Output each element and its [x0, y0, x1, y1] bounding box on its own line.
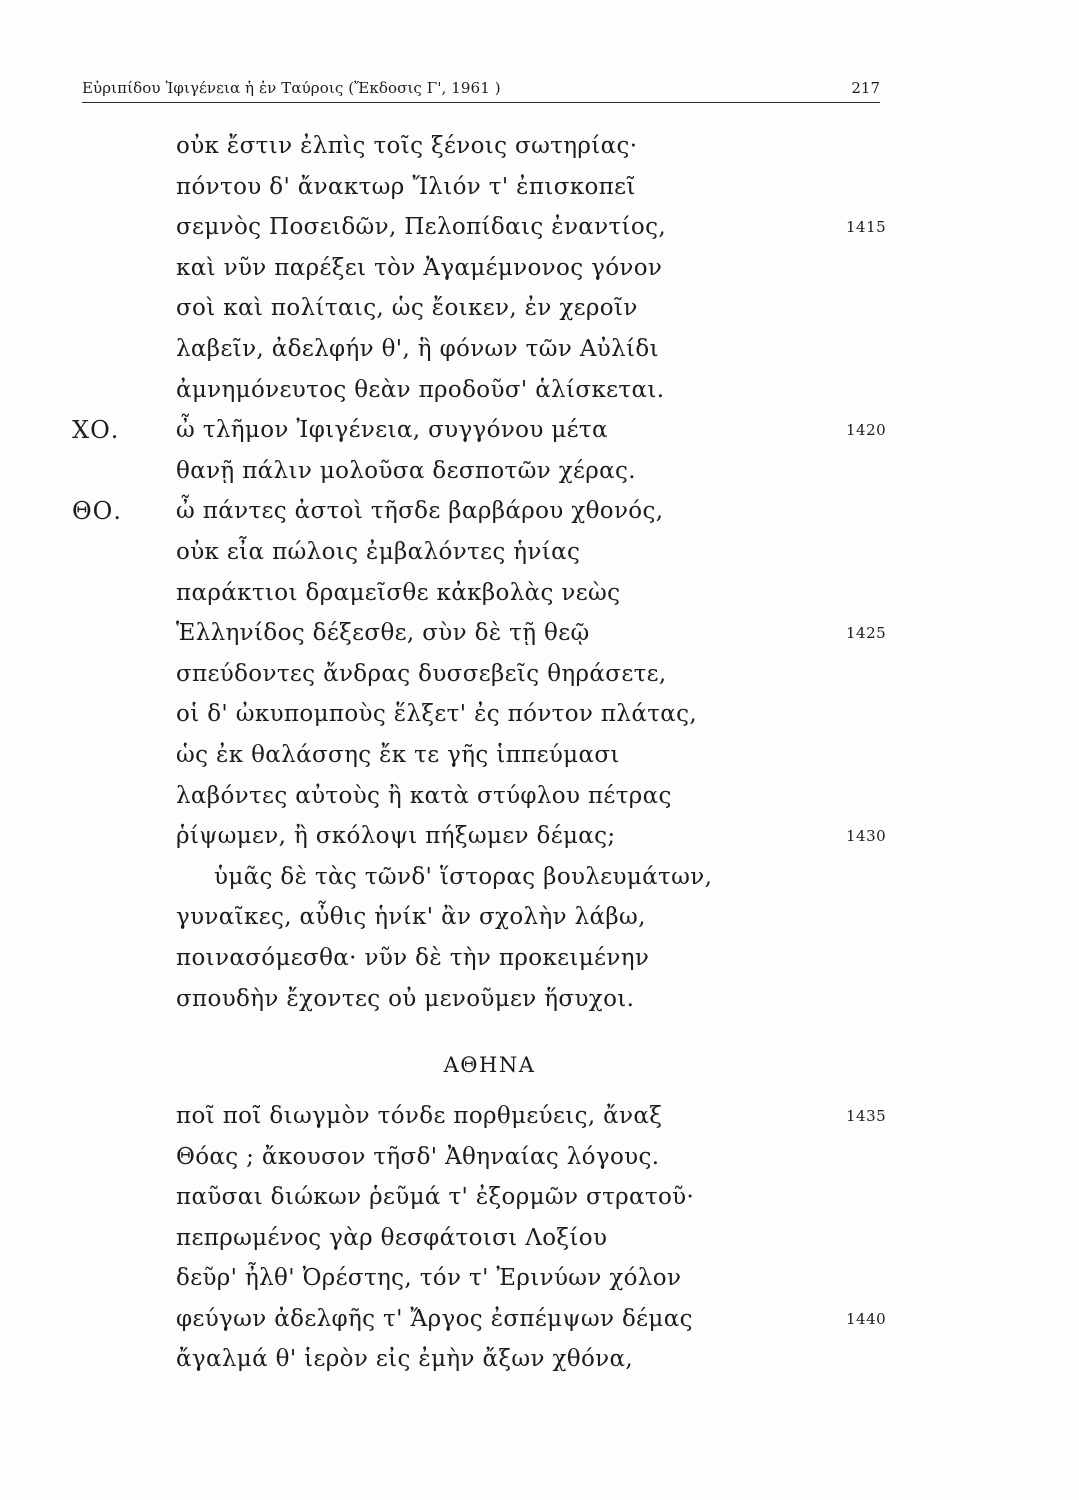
verse-text: παράκτιοι δραμεῖσθε κἀκβολὰς νεὼς: [176, 579, 621, 606]
verse-line: [0, 491, 1079, 532]
verse-line: [0, 1258, 1079, 1299]
verse-line: [0, 410, 1079, 451]
verse-text: ῥίψωμεν, ἢ σκόλοψι πήξωμεν δέμας;: [176, 823, 616, 850]
verse-line: [0, 776, 1079, 817]
verse-text: Θόας ; ἄκουσον τῆσδ' Ἀθηναίας λόγους.: [176, 1143, 660, 1170]
verse-line: [0, 613, 1079, 654]
verse-line: [0, 329, 1079, 370]
verse-line: [0, 248, 1079, 289]
verse-line: [0, 694, 1079, 735]
verse-text: ποινασόμεσθα· νῦν δὲ τὴν προκειμένην: [176, 945, 650, 971]
verse-text: ποῖ ποῖ διωγμὸν τόνδε πορθμεύεις, ἄναξ: [176, 1103, 663, 1129]
running-header: [82, 78, 880, 103]
line-number: 1430: [846, 827, 887, 846]
verse-text: οὐκ ἔστιν ἐλπὶς τοῖς ξένοις σωτηρίας·: [176, 133, 638, 159]
verse-line: [0, 1177, 1079, 1218]
line-number: 1440: [846, 1309, 887, 1328]
verse-text: σπουδὴν ἔχοντες οὐ μενοῦμεν ἥσυχοι.: [176, 985, 635, 1012]
verse-line: [0, 573, 1079, 614]
section-heading-text: ΑΘΗΝΑ: [443, 1053, 536, 1077]
verse-line: [0, 1339, 1079, 1380]
verse-text: ἀμνημόνευτος θεὰν προδοῦσ' ἁλίσκεται.: [176, 376, 665, 403]
verse-line: [0, 1137, 1079, 1178]
line-number: 1415: [846, 218, 887, 237]
line-number: 1435: [846, 1107, 887, 1125]
verse-text: θανῇ πάλιν μολοῦσα δεσποτῶν χέρας.: [176, 457, 636, 484]
section-heading: [0, 1050, 1079, 1080]
verse-text: ὡς ἐκ θαλάσσης ἔκ τε γῆς ἱππεύμασι: [176, 742, 620, 768]
verse-text: οὐκ εἶα πώλοις ἐμβαλόντες ἡνίας: [176, 539, 581, 565]
header-title: Εὐριπίδου Ἰφιγένεια ἡ ἐν Ταύροις (Ἔκδοσις Γ', 1961 ): [82, 79, 501, 97]
verse-text: καὶ νῦν παρέξει τὸν Ἀγαμέμνονος γόνον: [176, 254, 663, 281]
verse-line: [0, 979, 1079, 1020]
verse-text: λαβόντες αὐτοὺς ἢ κατὰ στύφλου πέτρας: [176, 782, 672, 809]
verse-line: [0, 370, 1079, 411]
verse-text: φεύγων ἀδελφῆς τ' Ἄργος ἐσπέμψων δέμας: [176, 1305, 693, 1332]
verse-line: [0, 735, 1079, 776]
verse-line: [0, 532, 1079, 573]
verse-text: λαβεῖν, ἀδελφήν θ', ἣ φόνων τῶν Αὐλίδι: [176, 336, 659, 362]
verse-line: [0, 1096, 1079, 1137]
verse-text: πόντου δ' ἄνακτωρ Ἴλιόν τ' ἐπισκοπεῖ: [176, 173, 636, 200]
verse-line: [0, 897, 1079, 938]
speaker-label: ΧΟ.: [72, 416, 120, 445]
verse-line: [0, 126, 1079, 167]
verse-line: [0, 1218, 1079, 1259]
verse-line: [0, 167, 1079, 208]
verse-text: παῦσαι διώκων ῥεῦμά τ' ἐξορμῶν στρατοῦ·: [176, 1184, 695, 1210]
verse-line: [0, 938, 1079, 979]
verse-line: [0, 207, 1079, 248]
verse-text: σπεύδοντες ἄνδρας δυσσεβεῖς θηράσετε,: [176, 660, 667, 687]
verse-line: [0, 857, 1079, 898]
verse-text: οἱ δ' ὠκυπομποὺς ἕλξετ' ἐς πόντον πλάτας,: [176, 701, 698, 728]
verse-text: ἄγαλμά θ' ἱερὸν εἰς ἐμὴν ἄξων χθόνα,: [176, 1346, 634, 1372]
line-number: 1420: [846, 421, 887, 440]
line-number: 1425: [846, 624, 887, 643]
verse-line: [0, 451, 1079, 492]
verse-text: πεπρωμένος γὰρ θεσφάτοισι Λοξίου: [176, 1224, 608, 1251]
verse-line: [0, 288, 1079, 329]
verse-text: ὦ πάντες ἀστοὶ τῆσδε βαρβάρου χθονός,: [176, 498, 664, 525]
speaker-label: ΘΟ.: [72, 497, 122, 526]
verse-text: ὑμᾶς δὲ τὰς τῶνδ' ἵστορας βουλευμάτων,: [214, 863, 713, 890]
verse-text: δεῦρ' ἦλθ' Ὀρέστης, τόν τ' Ἐρινύων χόλον: [176, 1265, 682, 1291]
verse-line: [0, 654, 1079, 695]
verse-text: Ἑλληνίδος δέξεσθε, σὺν δὲ τῇ θεῷ: [176, 620, 590, 647]
verse-text: γυναῖκες, αὖθις ἡνίκ' ἂν σχολὴν λάβω,: [176, 904, 646, 931]
verse-line: [0, 816, 1079, 857]
verse-text: σεμνὸς Ποσειδῶν, Πελοπίδαις ἐναντίος,: [176, 214, 667, 241]
verse-text: σοὶ καὶ πολίταις, ὡς ἔοικεν, ἐν χεροῖν: [176, 295, 638, 322]
verse-text: ὦ τλῆμον Ἰφιγένεια, συγγόνου μέτα: [176, 417, 608, 444]
verse-line: [0, 1299, 1079, 1340]
page-number: 217: [851, 79, 880, 97]
